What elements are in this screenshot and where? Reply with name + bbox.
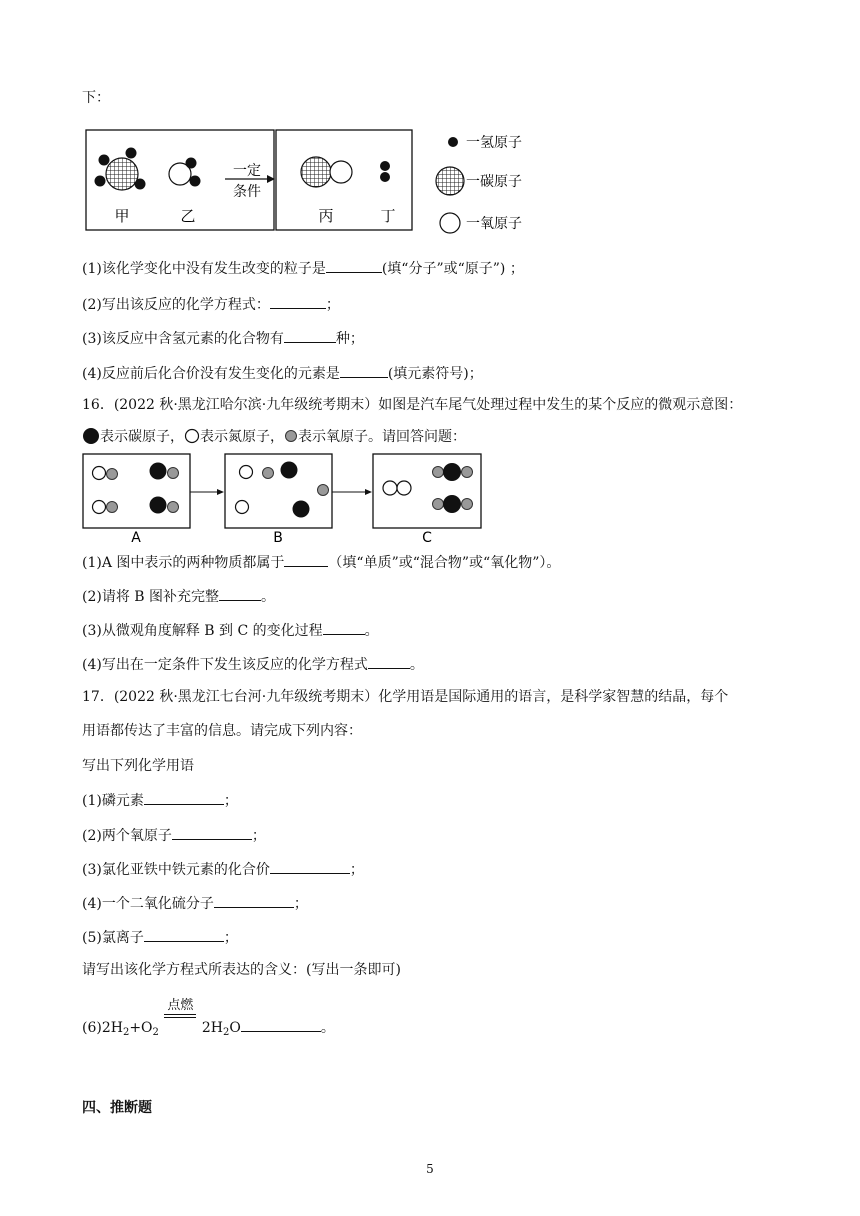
panel-c-label: C — [422, 530, 432, 544]
q16-part2: (2)请将 B 图补充完整 。 — [82, 586, 275, 607]
panel-a — [83, 454, 190, 528]
oxygen-atom — [318, 485, 329, 496]
q15-part4: (4)反应前后化合价没有发生变化的元素是 (填元素符号)； — [82, 363, 483, 384]
legend-oxygen: 一氧原子 — [466, 216, 522, 232]
arrow-condition-top: 一定 — [233, 163, 261, 179]
q17-part3: (3)氯化亚铁中铁元素的化合价 ； — [82, 859, 364, 880]
panel-b-label: B — [273, 530, 283, 544]
hydrogen-atom — [99, 155, 110, 166]
panel-a-label: A — [131, 530, 141, 544]
q16-legend: 表示碳原子， 表示氮原子， 表示氧原子。请回答问题： — [82, 427, 466, 447]
hydrogen-atom — [380, 161, 390, 171]
answer-blank[interactable] — [241, 1017, 321, 1032]
nitrogen-atom — [383, 481, 397, 495]
carbon-atom — [150, 497, 167, 514]
answer-blank[interactable] — [214, 893, 294, 908]
carbon-atom — [106, 158, 138, 190]
answer-blank[interactable] — [326, 258, 382, 273]
nitrogen-atom — [240, 466, 253, 479]
oxygen-atom — [107, 469, 118, 480]
q17-part6-equation: $(6)2H_2+O_2$ 点燃 $2H_2O$ 。 — [82, 998, 335, 1038]
answer-blank[interactable] — [340, 363, 388, 378]
page-number: 5 — [426, 1162, 434, 1176]
q17-subtitle: 写出下列化学用语 — [82, 758, 194, 774]
oxygen-atom — [168, 468, 179, 479]
carbon-atom — [443, 495, 461, 513]
carbon-atom — [301, 157, 331, 187]
oxygen-atom — [168, 502, 179, 513]
legend-hydrogen: 一氢原子 — [466, 135, 522, 151]
oxygen-legend-icon — [284, 429, 298, 443]
hydrogen-atom — [186, 158, 197, 169]
reaction-condition: 点燃 — [163, 1018, 197, 1032]
answer-blank[interactable] — [284, 552, 328, 567]
carbon-atom — [293, 501, 310, 518]
oxygen-atom — [433, 467, 444, 478]
section-heading-inference: 四、推断题 — [82, 1100, 152, 1116]
q17-part4: (4)一个二氧化硫分子 ； — [82, 893, 308, 914]
carbon-atom — [443, 463, 461, 481]
q17-part2: (2)两个氧原子 ； — [82, 825, 266, 846]
label-ding: 丁 — [380, 207, 396, 225]
reaction-diagram-2 — [82, 452, 502, 544]
answer-blank[interactable] — [323, 620, 365, 635]
panel-b — [225, 454, 332, 528]
arrow-head — [217, 489, 224, 495]
q16-part1: (1)A 图中表示的两种物质都属于 （填“单质”或“混合物”或“氧化物”）。 — [82, 552, 560, 573]
arrow-condition-bottom: 条件 — [233, 184, 261, 200]
hydrogen-atom — [380, 172, 390, 182]
nitrogen-atom — [397, 481, 411, 495]
legend-carbon: 一碳原子 — [466, 174, 522, 190]
carbon-atom — [281, 462, 298, 479]
hydrogen-atom — [95, 176, 106, 187]
answer-blank[interactable] — [284, 328, 336, 343]
equals-line — [164, 1017, 196, 1018]
legend-oxygen-icon — [440, 213, 460, 233]
legend-carbon-icon — [436, 167, 464, 195]
q16-part4: (4)写出在一定条件下发生该反应的化学方程式 。 — [82, 654, 424, 675]
carbon-legend-icon — [82, 427, 100, 445]
label-yi: 乙 — [180, 207, 196, 225]
q17-part5: (5)氯离子 ； — [82, 927, 238, 948]
answer-blank[interactable] — [144, 790, 224, 805]
q16-part3: (3)从微观角度解释 B 到 C 的变化过程 。 — [82, 620, 379, 641]
q15-part2: (2)写出该反应的化学方程式： ； — [82, 294, 340, 315]
hydrogen-atom — [126, 148, 137, 159]
oxygen-atom — [263, 468, 274, 479]
carbon-atom — [150, 463, 167, 480]
q15-part3: (3)该反应中含氢元素的化合物有 种； — [82, 328, 364, 349]
q15-part1: (1)该化学变化中没有发生改变的粒子是 (填“分子”或“原子”) ； — [82, 258, 524, 279]
nitrogen-atom — [93, 467, 106, 480]
answer-blank[interactable] — [368, 654, 410, 669]
reaction-diagram-1 — [82, 126, 552, 238]
q16-stem: 16．(2022 秋·黑龙江哈尔滨·九年级统考期末）如图是汽车尾气处理过程中发生的某个反应的微观示意图： — [82, 397, 743, 413]
answer-blank[interactable] — [144, 927, 224, 942]
oxygen-atom — [330, 161, 352, 183]
answer-blank[interactable] — [219, 586, 261, 601]
equals-line — [164, 1014, 196, 1015]
hydrogen-atom — [190, 176, 201, 187]
oxygen-atom — [107, 502, 118, 513]
answer-blank[interactable] — [270, 859, 350, 874]
q17-part1: (1)磷元素 ； — [82, 790, 238, 811]
intro-fragment: 下： — [82, 90, 110, 106]
nitrogen-atom — [93, 501, 106, 514]
answer-blank[interactable] — [270, 294, 326, 309]
answer-blank[interactable] — [172, 825, 252, 840]
q17-stem-line2: 用语都传达了丰富的信息。请完成下列内容： — [82, 723, 362, 739]
oxygen-atom — [462, 467, 473, 478]
nitrogen-atom — [236, 501, 249, 514]
arrow-head — [365, 489, 372, 495]
label-bing: 丙 — [318, 207, 334, 225]
oxygen-atom — [433, 499, 444, 510]
oxygen-atom — [462, 499, 473, 510]
nitrogen-legend-icon — [184, 428, 200, 444]
label-jia: 甲 — [114, 207, 130, 225]
q17-meaning-prompt: 请写出该化学方程式所表达的含义：(写出一条即可) — [82, 962, 401, 978]
legend-hydrogen-icon — [448, 137, 458, 147]
q17-stem-line1: 17．(2022 秋·黑龙江七台河·九年级统考期末）化学用语是国际通用的语言，是科学家智慧的结晶，每个 — [82, 689, 729, 705]
